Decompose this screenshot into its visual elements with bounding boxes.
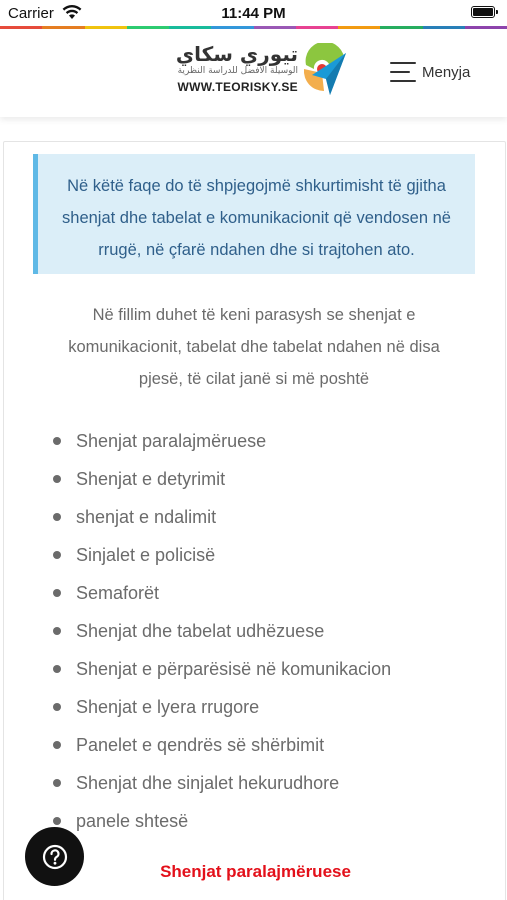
list-item-label: panele shtesë bbox=[76, 810, 189, 831]
menu-label: Menyja bbox=[422, 63, 471, 81]
battery-icon bbox=[471, 6, 495, 18]
location-pin-logo-icon[interactable] bbox=[300, 43, 350, 99]
bullet-icon bbox=[53, 513, 61, 521]
clock: 11:44 PM bbox=[221, 5, 286, 22]
app-header bbox=[0, 29, 507, 117]
list-item-label: Sinjalet e policisë bbox=[76, 544, 216, 565]
list-item bbox=[49, 612, 391, 650]
list-item bbox=[49, 422, 391, 460]
list-item-label: Semaforët bbox=[76, 582, 160, 603]
bullet-icon bbox=[53, 665, 61, 673]
list-item bbox=[49, 688, 391, 726]
bullet-icon bbox=[53, 589, 61, 597]
site-logo[interactable] bbox=[158, 43, 298, 94]
bullet-icon bbox=[53, 741, 61, 749]
list-item-label: shenjat e ndalimit bbox=[76, 506, 217, 527]
question-mark-icon bbox=[41, 843, 69, 871]
list-item-label: Shenjat e përparësisë në komunikacion bbox=[76, 658, 392, 679]
hamburger-icon bbox=[390, 62, 416, 82]
info-note-text: Në këtë faqe do të shpjegojmë shkurtimisht të gjitha shenjat dhe tabelat e komunikacionit që vendosen në rrugë, në çfarë ndahen dhe si trajtohen ato. bbox=[62, 177, 451, 259]
info-note bbox=[33, 154, 475, 274]
carrier-label: Carrier bbox=[8, 5, 54, 22]
list-item-label: Shenjat e lyera rrugore bbox=[76, 696, 260, 717]
sign-categories-list bbox=[49, 422, 391, 840]
bullet-icon bbox=[53, 779, 61, 787]
menu-button[interactable] bbox=[390, 59, 470, 85]
list-item-label: Panelet e qendrës së shërbimit bbox=[76, 734, 325, 755]
section-heading: Shenjat paralajmëruese bbox=[160, 862, 351, 881]
list-item bbox=[49, 764, 391, 802]
list-item-label: Shenjat dhe sinjalet hekurudhore bbox=[76, 772, 340, 793]
bullet-icon bbox=[53, 817, 61, 825]
list-item-label: Shenjat paralajmëruese bbox=[76, 430, 267, 451]
intro-paragraph: Në fillim duhet të keni parasysh se shenjat e komunikacionit, tabelat dhe tabelat ndahen në disa pjesë, të cilat janë si më poshtë bbox=[68, 306, 440, 388]
help-button[interactable] bbox=[25, 827, 84, 886]
bullet-icon bbox=[53, 627, 61, 635]
logo-url: WWW.TEORISKY.SE bbox=[177, 80, 298, 94]
list-item bbox=[49, 536, 391, 574]
list-item bbox=[49, 498, 391, 536]
list-item-label: Shenjat e detyrimit bbox=[76, 468, 226, 489]
bullet-icon bbox=[53, 551, 61, 559]
bullet-icon bbox=[53, 437, 61, 445]
logo-arabic-subtitle: الوسيلة الافضل للدراسة النظرية bbox=[177, 66, 298, 76]
status-bar bbox=[0, 0, 507, 27]
list-item bbox=[49, 574, 391, 612]
list-item-label: Shenjat dhe tabelat udhëzuese bbox=[76, 620, 325, 641]
list-item bbox=[49, 460, 391, 498]
list-item bbox=[49, 726, 391, 764]
content-card bbox=[3, 141, 506, 900]
list-item bbox=[49, 802, 391, 840]
bullet-icon bbox=[53, 703, 61, 711]
logo-arabic-title: تيوري سكاي bbox=[175, 42, 298, 66]
list-item bbox=[49, 650, 391, 688]
bullet-icon bbox=[53, 475, 61, 483]
